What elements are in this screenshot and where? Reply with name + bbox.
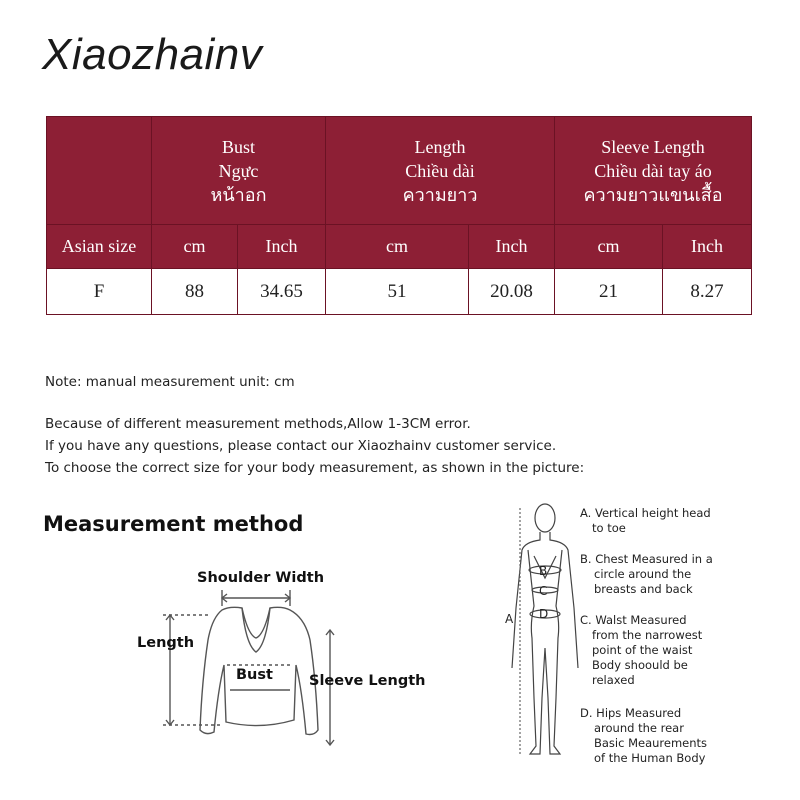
description-d: D. Hips Measured around the rear Basic Meaurements of the Human Body — [580, 706, 708, 765]
label-bust: Bust — [236, 667, 273, 683]
brand-logo: Xiaozhainv — [42, 30, 263, 79]
size-cell: F — [47, 269, 152, 315]
size-table — [46, 116, 752, 315]
table-header-row — [47, 117, 752, 225]
figure-letter-b: B — [539, 564, 548, 578]
header-bust: Bust Ngực หน้าอก — [152, 117, 326, 225]
label-sleeve-length: Sleeve Length — [309, 673, 426, 689]
unit-inch-cell: Inch — [469, 225, 555, 269]
label-shoulder-width: Shoulder Width — [197, 570, 325, 586]
header-empty-cell — [47, 117, 152, 225]
table-unit-row — [47, 225, 752, 269]
description-b: B. Chest Measured in a circle around the breasts and back — [580, 552, 713, 596]
header-sleeve-length: Sleeve Length Chiều dài tay áo ความยาวแขนเสื้อ — [555, 117, 752, 225]
unit-inch-cell: Inch — [663, 225, 752, 269]
sleeve-inch-cell: 8.27 — [663, 269, 752, 315]
label-length: Length — [137, 635, 195, 651]
unit-cm-cell: cm — [152, 225, 238, 269]
note-unit: Note: manual measurement unit: cm — [45, 374, 295, 390]
unit-cm-cell: cm — [326, 225, 469, 269]
table-row — [47, 269, 752, 315]
note-error: Because of different measurement methods,Allow 1-3CM error. — [45, 416, 471, 432]
description-a: A. Vertical height head to toe — [580, 506, 711, 535]
garment-sketch-icon — [130, 560, 430, 780]
note-choose: To choose the correct size for your body measurement, as shown in the picture: — [45, 460, 585, 476]
description-c: C. Walst Measured from the narrowest point of the waist Body shoould be relaxed — [580, 613, 703, 687]
bust-cm-cell: 88 — [152, 269, 238, 315]
figure-letter-c: C — [539, 584, 548, 598]
figure-letter-a: A — [505, 612, 514, 626]
sleeve-cm-cell: 21 — [555, 269, 663, 315]
note-contact: If you have any questions, please contact our Xiaozhainv customer service. — [45, 438, 557, 454]
unit-inch-cell: Inch — [238, 225, 326, 269]
length-cm-cell: 51 — [326, 269, 469, 315]
bust-inch-cell: 34.65 — [238, 269, 326, 315]
size-label-cell: Asian size — [47, 225, 152, 269]
measurement-method-title: Measurement method — [43, 512, 304, 536]
header-length: Length Chiều dài ความยาว — [326, 117, 555, 225]
unit-cm-cell: cm — [555, 225, 663, 269]
body-figure-icon — [500, 498, 590, 768]
figure-letter-d: D — [539, 607, 549, 621]
length-inch-cell: 20.08 — [469, 269, 555, 315]
